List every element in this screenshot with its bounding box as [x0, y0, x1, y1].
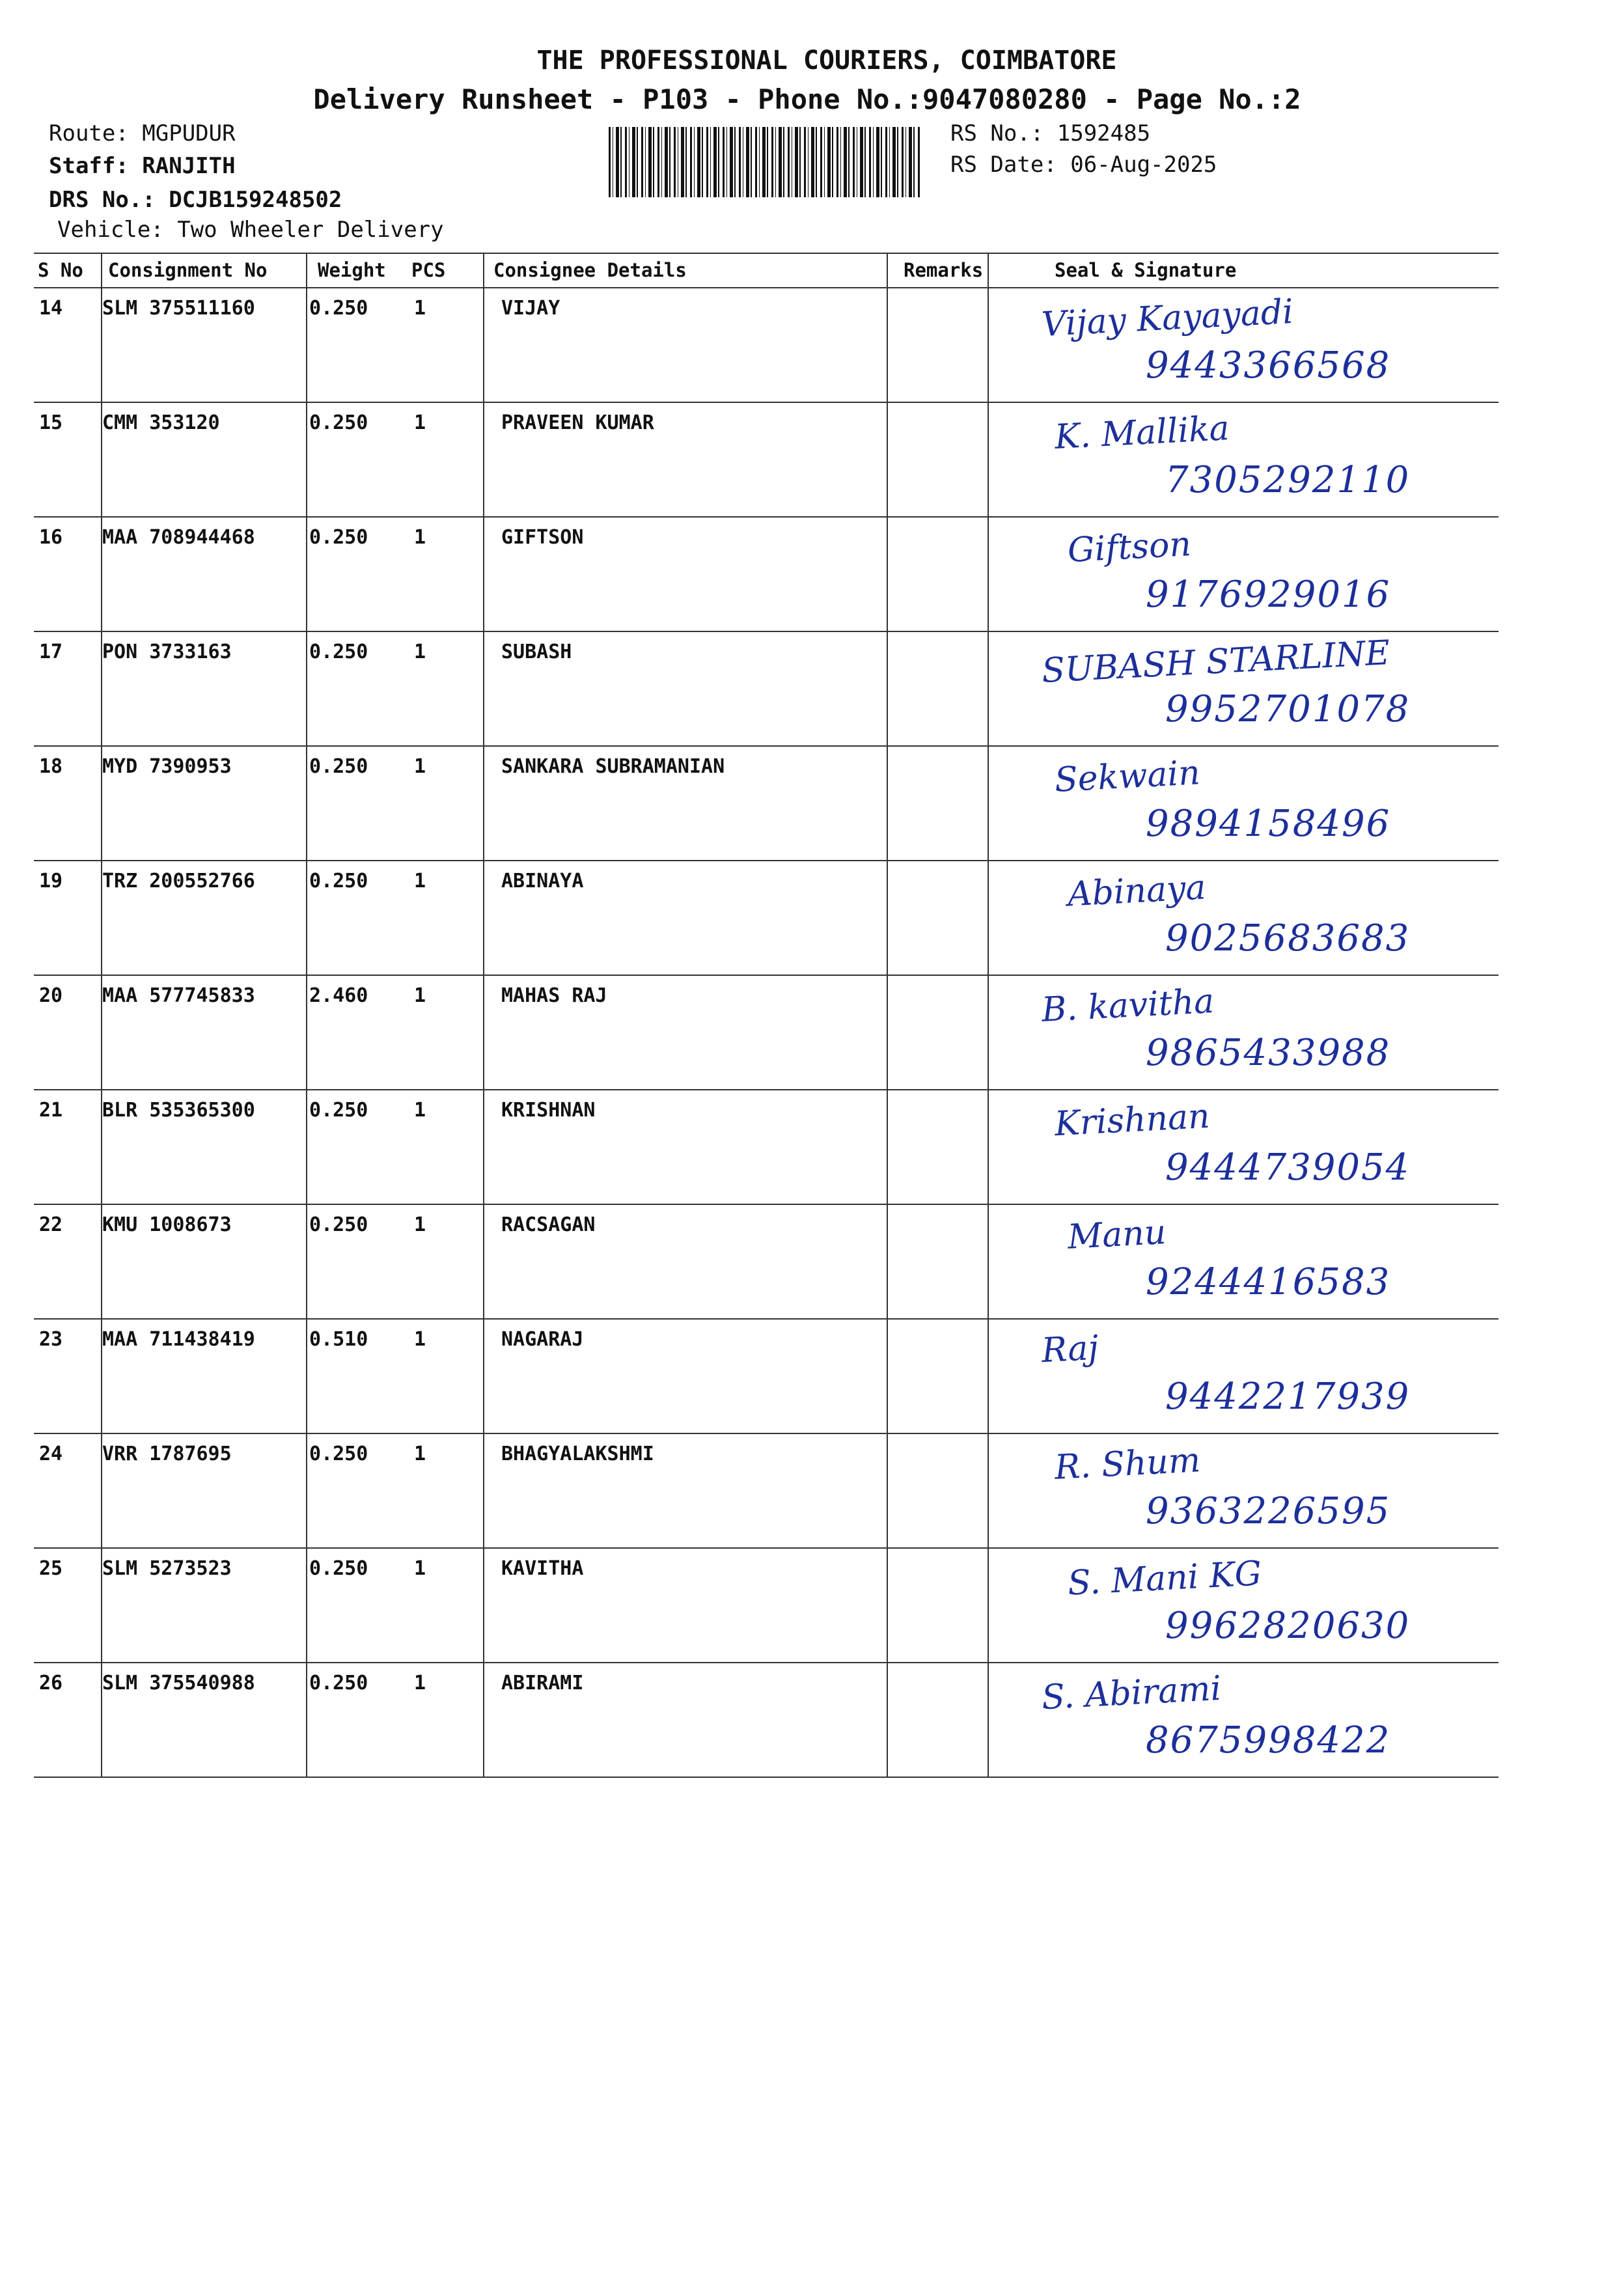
- cell-pcs: 1: [414, 1672, 426, 1694]
- cell-pcs: 1: [414, 526, 426, 549]
- column-divider: [306, 253, 307, 1777]
- handwritten-signature: S. Mani KG: [1066, 1554, 1263, 1603]
- handwritten-phone: 9442217939: [1165, 1376, 1411, 1418]
- cell-consignee: ABINAYA: [501, 870, 584, 892]
- cell-weight: 0.250: [309, 1557, 368, 1580]
- cell-pcs: 1: [414, 870, 426, 892]
- cell-consignee: MAHAS RAJ: [501, 984, 607, 1007]
- rs-date: RS Date: 06-Aug-2025: [950, 152, 1217, 178]
- handwritten-phone: 9443366568: [1146, 344, 1391, 387]
- cell-pcs: 1: [414, 411, 426, 434]
- column-divider: [483, 253, 484, 1777]
- staff-label: Staff: RANJITH: [49, 153, 236, 179]
- handwritten-signature: Raj: [1040, 1328, 1099, 1371]
- handwritten-signature: Sekwain: [1053, 753, 1201, 800]
- cell-weight: 0.250: [309, 297, 368, 320]
- cell-sno: 16: [39, 526, 63, 549]
- cell-consignee: SUBASH: [501, 641, 572, 663]
- cell-weight: 0.250: [309, 1213, 368, 1236]
- cell-consignee: SANKARA SUBRAMANIAN: [501, 755, 725, 778]
- cell-pcs: 1: [414, 1328, 426, 1351]
- col-header-weight: Weight: [318, 259, 386, 281]
- runsheet-subtitle: Delivery Runsheet - P103 - Phone No.:9047080280 - Page No.:2: [313, 83, 1301, 115]
- row-divider: [34, 1662, 1499, 1663]
- cell-sno: 23: [39, 1328, 63, 1351]
- cell-pcs: 1: [414, 1443, 426, 1465]
- cell-consignment-no: SLM 375540988: [102, 1672, 255, 1694]
- cell-pcs: 1: [414, 984, 426, 1007]
- cell-weight: 0.510: [309, 1328, 368, 1351]
- handwritten-phone: 9952701078: [1165, 688, 1411, 730]
- handwritten-phone: 7305292110: [1165, 459, 1411, 501]
- handwritten-signature: Vijay Kayayadi: [1040, 292, 1295, 345]
- cell-pcs: 1: [414, 1557, 426, 1580]
- handwritten-phone: 9865433988: [1146, 1032, 1391, 1074]
- column-divider: [887, 253, 888, 1777]
- handwritten-phone: 9244416583: [1146, 1261, 1391, 1303]
- route-label: Route: MGPUDUR: [49, 120, 236, 146]
- row-divider: [34, 975, 1499, 976]
- cell-consignee: RACSAGAN: [501, 1213, 596, 1236]
- cell-consignee: PRAVEEN KUMAR: [501, 411, 654, 434]
- barcode: [609, 127, 921, 197]
- cell-weight: 0.250: [309, 1099, 368, 1122]
- cell-consignment-no: CMM 353120: [102, 411, 220, 434]
- cell-weight: 0.250: [309, 870, 368, 892]
- cell-consignee: ABIRAMI: [501, 1672, 584, 1694]
- column-divider: [988, 253, 989, 1777]
- cell-sno: 15: [39, 411, 63, 434]
- cell-sno: 18: [39, 755, 63, 778]
- cell-consignment-no: SLM 5273523: [102, 1557, 232, 1580]
- col-header-consignment: Consignment No: [108, 259, 268, 281]
- col-header-sno: S No: [38, 259, 83, 281]
- row-divider: [34, 1089, 1499, 1090]
- cell-pcs: 1: [414, 755, 426, 778]
- cell-weight: 0.250: [309, 1443, 368, 1465]
- cell-consignment-no: KMU 1008673: [102, 1213, 232, 1236]
- cell-sno: 14: [39, 297, 63, 320]
- handwritten-signature: Giftson: [1066, 525, 1193, 570]
- cell-consignee: BHAGYALAKSHMI: [501, 1443, 654, 1465]
- row-divider: [34, 631, 1499, 632]
- cell-consignee: NAGARAJ: [501, 1328, 584, 1351]
- cell-consignment-no: MAA 708944468: [102, 526, 255, 549]
- cell-consignment-no: TRZ 200552766: [102, 870, 255, 892]
- rs-number: RS No.: 1592485: [950, 120, 1151, 146]
- col-header-signature: Seal & Signature: [1055, 259, 1237, 281]
- col-header-remarks: Remarks: [904, 259, 984, 281]
- cell-pcs: 1: [414, 641, 426, 663]
- row-divider: [34, 1433, 1499, 1434]
- cell-pcs: 1: [414, 1099, 426, 1122]
- table-header-rule: [34, 287, 1499, 288]
- handwritten-signature: Manu: [1066, 1213, 1167, 1257]
- col-header-pcs: PCS: [411, 259, 446, 281]
- handwritten-phone: 9025683683: [1165, 917, 1411, 960]
- row-divider: [34, 1318, 1499, 1320]
- drs-number: DRS No.: DCJB159248502: [49, 187, 342, 213]
- cell-sno: 22: [39, 1213, 63, 1236]
- handwritten-signature: Abinaya: [1066, 868, 1207, 915]
- handwritten-signature: SUBASH STARLINE: [1040, 633, 1391, 691]
- row-divider: [34, 1547, 1499, 1549]
- handwritten-phone: 9894158496: [1146, 803, 1391, 845]
- vehicle-label: Vehicle: Two Wheeler Delivery: [57, 217, 444, 243]
- handwritten-phone: 9363226595: [1146, 1490, 1391, 1532]
- handwritten-phone: 9176929016: [1146, 574, 1391, 616]
- cell-sno: 24: [39, 1443, 63, 1465]
- cell-consignment-no: BLR 535365300: [102, 1099, 255, 1122]
- cell-sno: 21: [39, 1099, 63, 1122]
- row-divider: [34, 1777, 1499, 1778]
- handwritten-signature: K. Mallika: [1053, 409, 1230, 457]
- row-divider: [34, 860, 1499, 861]
- cell-sno: 25: [39, 1557, 63, 1580]
- row-divider: [34, 516, 1499, 518]
- cell-weight: 0.250: [309, 411, 368, 434]
- cell-consignee: GIFTSON: [501, 526, 584, 549]
- cell-consignment-no: MAA 711438419: [102, 1328, 255, 1351]
- company-title: THE PROFESSIONAL COURIERS, COIMBATORE: [536, 46, 1117, 76]
- cell-weight: 2.460: [309, 984, 368, 1007]
- row-divider: [34, 745, 1499, 747]
- handwritten-phone: 9444739054: [1165, 1146, 1411, 1189]
- cell-consignee: VIJAY: [501, 297, 560, 320]
- handwritten-phone: 9962820630: [1165, 1605, 1411, 1647]
- cell-pcs: 1: [414, 1213, 426, 1236]
- row-divider: [34, 402, 1499, 403]
- cell-consignment-no: SLM 375511160: [102, 297, 255, 320]
- column-divider: [101, 253, 102, 1777]
- table-top-rule: [34, 253, 1499, 254]
- cell-sno: 26: [39, 1672, 63, 1694]
- col-header-consignee: Consignee Details: [493, 259, 687, 281]
- cell-consignment-no: MAA 577745833: [102, 984, 255, 1007]
- row-divider: [34, 1204, 1499, 1205]
- cell-consignee: KAVITHA: [501, 1557, 584, 1580]
- cell-weight: 0.250: [309, 1672, 368, 1694]
- cell-consignee: KRISHNAN: [501, 1099, 596, 1122]
- cell-consignment-no: VRR 1787695: [102, 1443, 232, 1465]
- cell-sno: 17: [39, 641, 63, 663]
- cell-consignment-no: MYD 7390953: [102, 755, 232, 778]
- cell-weight: 0.250: [309, 641, 368, 663]
- cell-sno: 20: [39, 984, 63, 1007]
- handwritten-signature: S. Abirami: [1040, 1668, 1223, 1718]
- handwritten-signature: R. Shum: [1053, 1441, 1202, 1487]
- cell-pcs: 1: [414, 297, 426, 320]
- cell-weight: 0.250: [309, 526, 368, 549]
- handwritten-signature: Krishnan: [1053, 1096, 1211, 1144]
- cell-sno: 19: [39, 870, 63, 892]
- cell-consignment-no: PON 3733163: [102, 641, 232, 663]
- cell-weight: 0.250: [309, 755, 368, 778]
- handwritten-phone: 8675998422: [1146, 1719, 1391, 1762]
- handwritten-signature: B. kavitha: [1040, 982, 1215, 1030]
